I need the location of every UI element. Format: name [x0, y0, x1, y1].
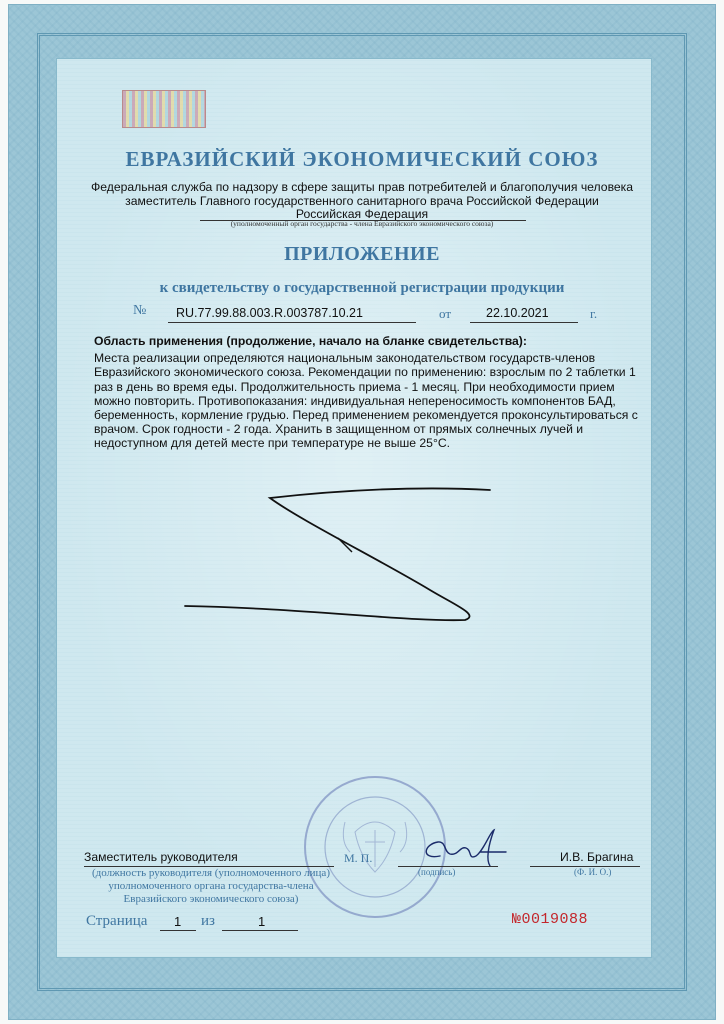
scope-section: [94, 334, 646, 451]
page-number: 1: [174, 914, 182, 929]
page-label: Страница: [86, 913, 148, 929]
name-caption: (Ф. И. О.): [574, 867, 612, 877]
authority-block: [80, 181, 644, 222]
appendix-subtitle: к свидетельству о государственной регистрации продукции: [159, 280, 565, 296]
signature-caption: (подпись): [418, 867, 456, 877]
year-suffix: г.: [590, 306, 598, 321]
page-total: 1: [258, 914, 266, 929]
signatory-name: И.В. Брагина: [560, 850, 634, 864]
authority-caption: (уполномоченный орган государства - члена Евразийского экономического союза): [230, 219, 494, 228]
seal-place-label: М. П.: [344, 851, 373, 865]
page-number-underline: [160, 930, 196, 931]
hologram-sticker: [122, 90, 206, 128]
union-title: ЕВРАЗИЙСКИЙ ЭКОНОМИЧЕСКИЙ СОЮЗ: [125, 147, 599, 171]
scope-text: Места реализации определяются национальным законодательством государств-членов Евразийского экономического союза. Рекомендации по применению: взрослым по 2 таблетки 1 раз в день во время еды. Продолжительность приема - 1 месяц. При необходимости прием можно повторить. Противопоказания: индивидуальная непереносимость компонентов БАД, беременность, кормление грудью. Перед применением рекомендуется проконсультироваться с врачом. Срок годности - 2 года. Хранить в защищенном от прямых солнечных лучей и недоступном для детей месте при температуре не выше 25°C.: [94, 351, 638, 451]
date-underline: [470, 322, 578, 323]
page-of-label: из: [201, 913, 215, 929]
number-underline: [168, 322, 416, 323]
appendix-title: ПРИЛОЖЕНИЕ: [284, 243, 440, 265]
authority-line-3: Российская Федерация: [295, 207, 429, 221]
authority-line-2: заместитель Главного государственного санитарного врача Российской Федерации: [125, 193, 599, 208]
signature-stroke: [180, 480, 510, 630]
serial-number: №0019088: [512, 911, 589, 928]
page-total-underline: [222, 930, 298, 931]
number-sign: №: [133, 303, 147, 318]
signatory-role: Заместитель руководителя: [84, 850, 238, 864]
scope-heading: Область применения (продолжение, начало на бланке свидетельства):: [94, 334, 527, 348]
registration-number: RU.77.99.88.003.R.003787.10.21: [176, 306, 363, 320]
from-label: от: [439, 306, 452, 321]
registration-date: 22.10.2021: [486, 306, 549, 320]
authority-line-1: Федеральная служба по надзору в сфере защиты прав потребителей и благополучия человека: [90, 180, 634, 194]
role-caption: (должность руководителя (уполномоченного лица) уполномоченного органа государства-члена Евразийского экономического союза): [92, 867, 330, 905]
